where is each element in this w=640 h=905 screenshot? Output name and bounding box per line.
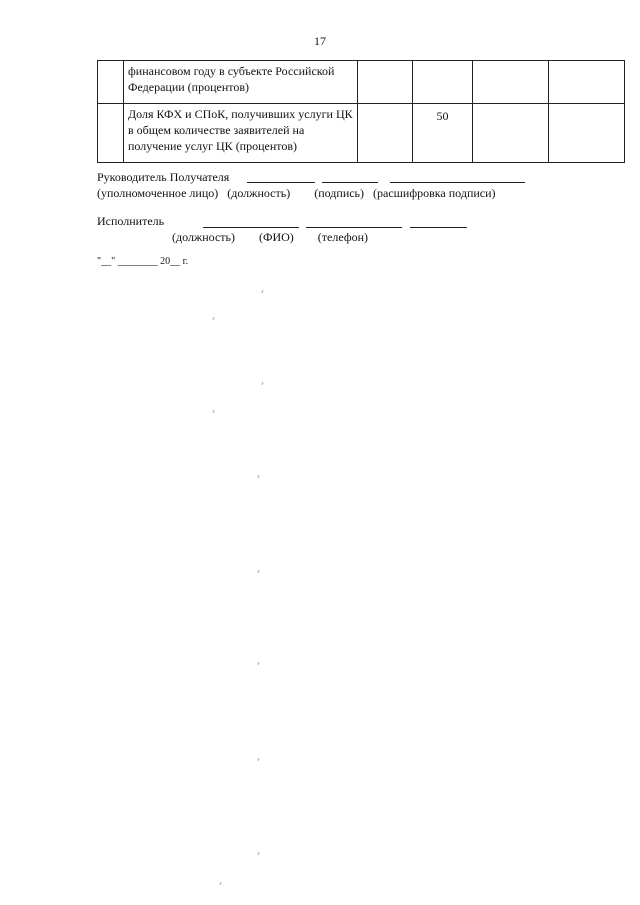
- value-cell: [473, 61, 549, 104]
- scan-speck: [219, 882, 221, 885]
- executor-phone-line: [410, 227, 467, 228]
- scan-speck: [257, 662, 259, 665]
- signature-captions: (уполномоченное лицо) (должность) (подпись) (расшифровка подписи): [97, 186, 496, 200]
- executor-position-line: [203, 227, 299, 228]
- value-cell: 50: [413, 104, 473, 163]
- position-line: [247, 182, 315, 183]
- table-row: [98, 104, 625, 163]
- value-cell: [413, 61, 473, 104]
- row-number-cell: [98, 104, 124, 163]
- scan-speck: [257, 475, 259, 478]
- value-cell: [358, 104, 413, 163]
- scan-speck: [261, 290, 263, 293]
- scan-speck: [212, 317, 214, 320]
- date-line: "__" ________ 20__ г.: [97, 256, 189, 267]
- scan-speck: [261, 382, 263, 385]
- page-number: 17: [314, 34, 326, 48]
- value-cell: [549, 61, 625, 104]
- indicator-name-cell: Доля КФХ и СПоК, получивших услуги ЦК в общем количестве заявителей на получение услуг ЦК (процентов): [124, 104, 358, 163]
- value-cell: [358, 61, 413, 104]
- scan-speck: [257, 570, 259, 573]
- scan-speck: [212, 410, 214, 413]
- executor-label: Исполнитель: [97, 214, 165, 228]
- indicator-name-cell: финансовом году в субъекте Российской Федерации (процентов): [124, 61, 358, 104]
- value-cell: [473, 104, 549, 163]
- value-cell: [549, 104, 625, 163]
- signature-line: [322, 182, 378, 183]
- name-line: [390, 182, 525, 183]
- head-label: Руководитель Получателя: [97, 170, 230, 184]
- table-row: [98, 61, 625, 104]
- scan-speck: [257, 758, 259, 761]
- row-number-cell: [98, 61, 124, 104]
- scan-speck: [257, 852, 259, 855]
- indicator-table: [97, 60, 625, 163]
- executor-name-line: [306, 227, 402, 228]
- executor-captions: (должность) (ФИО) (телефон): [172, 230, 369, 244]
